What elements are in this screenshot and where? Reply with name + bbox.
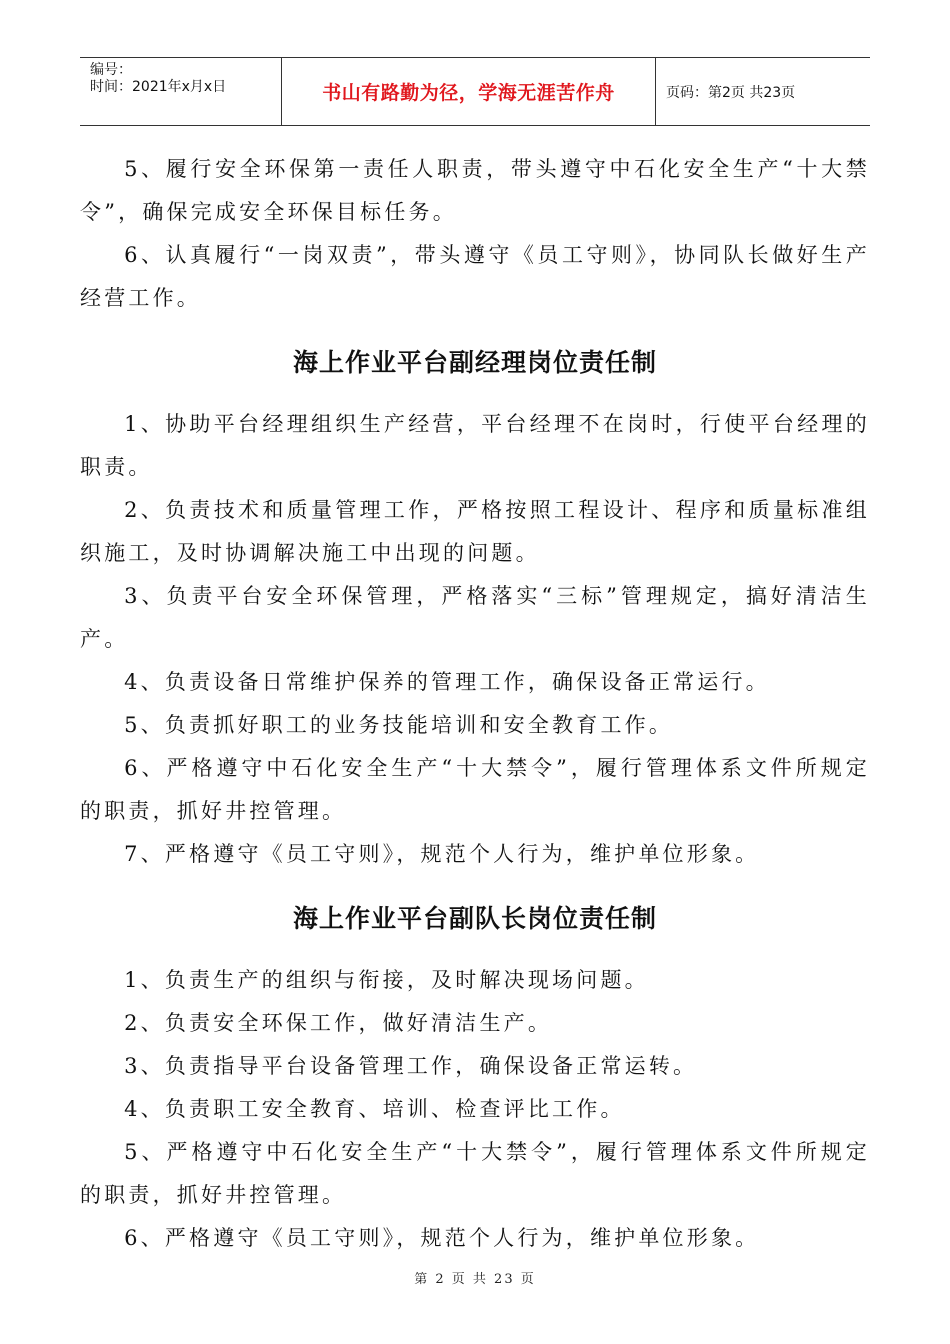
list-item: 6、严格遵守《员工守则》，规范个人行为，维护单位形象。 <box>124 1226 760 1250</box>
list-item: 2、负责技术和质量管理工作，严格按照工程设计、程序和质量标准组织施工，及时协调解决施工中出现的问题。 <box>80 498 870 565</box>
paragraph: 6、认真履行“一岗双责”，带头遵守《员工守则》，协同队长做好生产经营工作。 <box>80 243 870 310</box>
list-item: 3、负责指导平台设备管理工作，确保设备正常运转。 <box>124 1054 698 1078</box>
paragraph: 5、履行安全环保第一责任人职责，带头遵守中石化安全生产“十大禁令”，确保完成安全环保目标任务。 <box>80 157 870 224</box>
section-title: 海上作业平台副经理岗位责任制 <box>292 348 657 377</box>
list-item: 2、负责安全环保工作，做好清洁生产。 <box>124 1011 553 1035</box>
page-footer: 第 2 页 共 23 页 <box>414 1272 536 1287</box>
list-item: 4、负责设备日常维护保养的管理工作，确保设备正常运行。 <box>124 670 770 694</box>
document-body <box>80 148 870 1260</box>
section-deputy-captain <box>80 899 870 1260</box>
header-motto: 书山有路勤为径，学海无涯苦作舟 <box>282 58 656 125</box>
list-item: 5、负责抓好职工的业务技能培训和安全教育工作。 <box>124 713 674 737</box>
header-page-info: 页码：第2页 共23页 <box>666 84 796 101</box>
list-item: 5、严格遵守中石化安全生产“十大禁令”，履行管理体系文件所规定的职责，抓好井控管理。 <box>80 1140 870 1207</box>
section-title: 海上作业平台副队长岗位责任制 <box>292 904 657 933</box>
list-item: 1、负责生产的组织与衔接，及时解决现场问题。 <box>124 968 649 992</box>
section-deputy-manager <box>80 343 870 876</box>
list-item: 3、负责平台安全环保管理，严格落实“三标”管理规定，搞好清洁生产。 <box>80 584 870 651</box>
list-item: 4、负责职工安全教育、培训、检查评比工作。 <box>124 1097 625 1121</box>
list-item: 6、严格遵守中石化安全生产“十大禁令”，履行管理体系文件所规定的职责，抓好井控管理。 <box>80 756 870 823</box>
list-item: 7、严格遵守《员工守则》，规范个人行为，维护单位形象。 <box>124 842 760 866</box>
document-number-label: 编号： <box>90 62 132 78</box>
header-meta <box>80 58 282 125</box>
page-header <box>80 57 870 126</box>
list-item: 1、协助平台经理组织生产经营，平台经理不在岗时，行使平台经理的职责。 <box>80 412 870 479</box>
document-date: 时间：2021年x月x日 <box>90 79 227 95</box>
